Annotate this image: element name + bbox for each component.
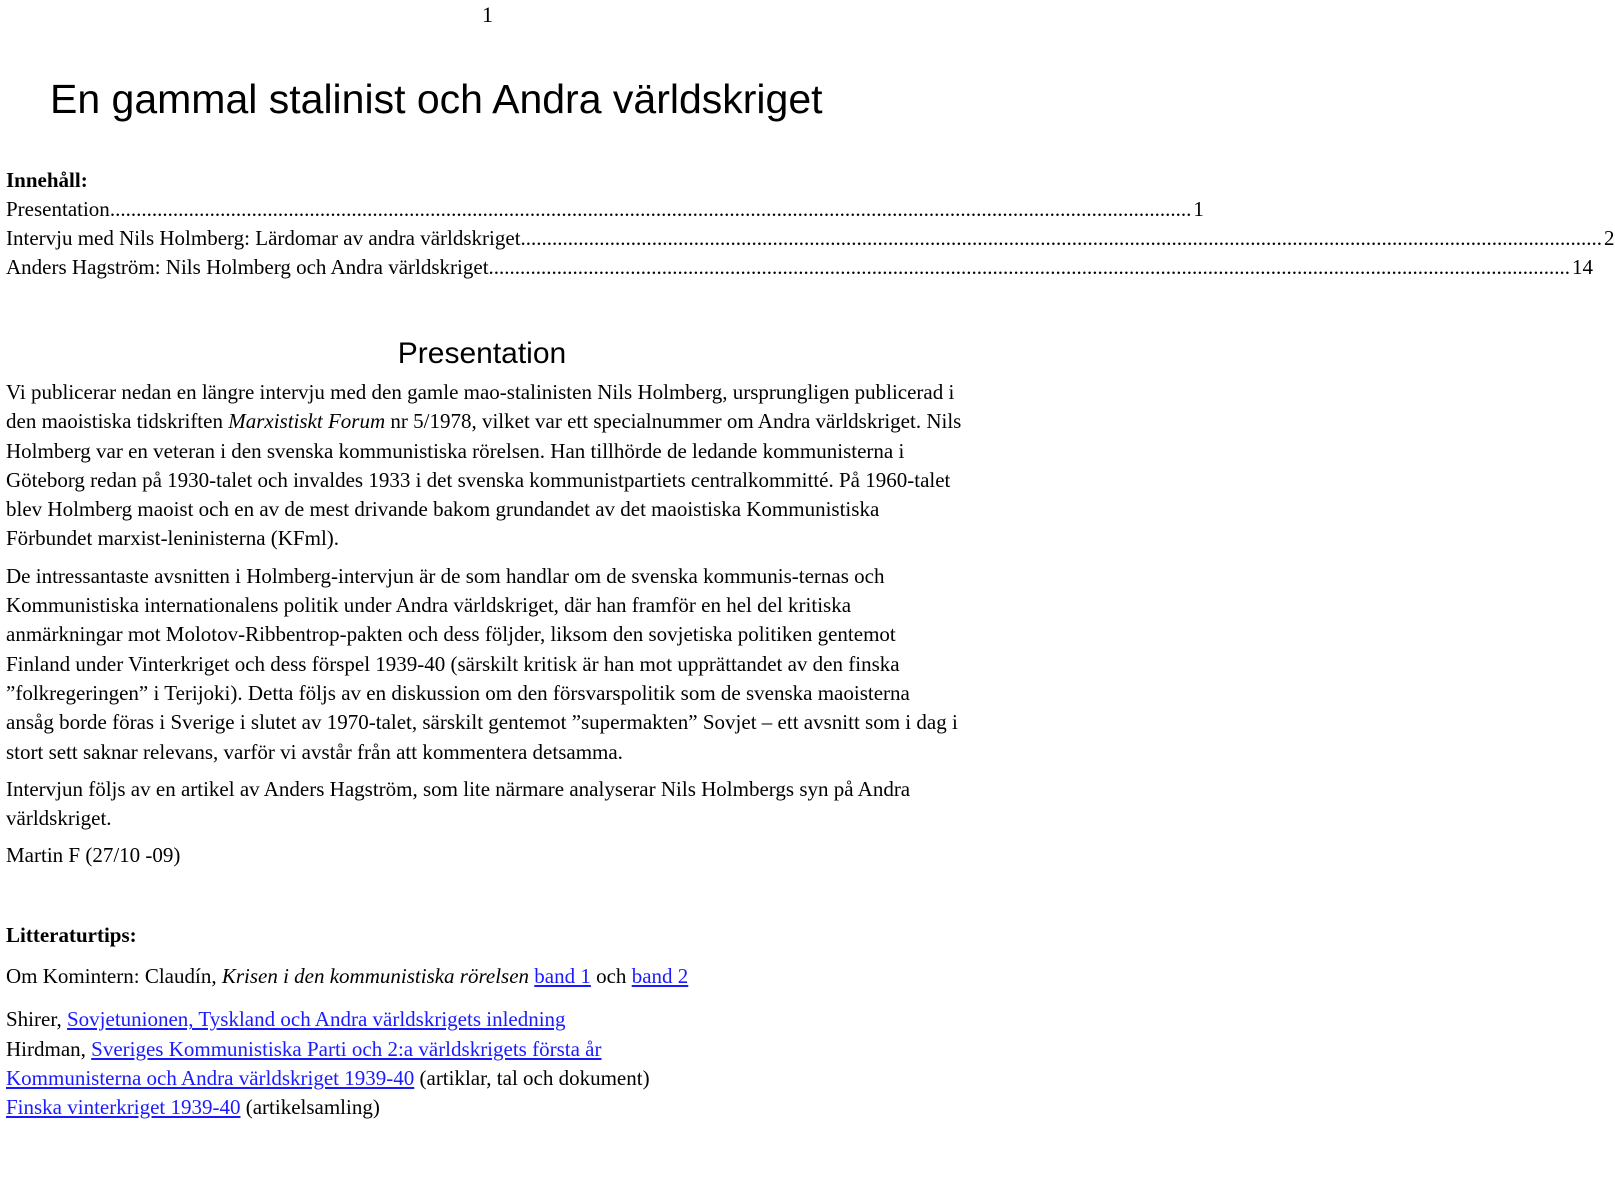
toc-leader-dots: .............................................................................................................................................................................................................. bbox=[520, 226, 1603, 250]
toc-entry-intervju[interactable] bbox=[6, 224, 1615, 253]
toc-entry-label: Intervju med Nils Holmberg: Lärdomar av andra världskriget bbox=[6, 226, 521, 250]
toc-leader-dots: .............................................................................................................................................................................................................. bbox=[109, 197, 1192, 221]
toc-leader-dots: .............................................................................................................................................................................................................. bbox=[488, 255, 1571, 279]
toc-entry-hagstrom[interactable] bbox=[6, 253, 1594, 282]
table-of-contents bbox=[6, 166, 1615, 282]
document-title: En gammal stalinist och Andra världskriget bbox=[50, 76, 823, 122]
link-band-2[interactable]: band 2 bbox=[631, 964, 689, 989]
toc-entry-page: 14 bbox=[1572, 255, 1594, 279]
source-shirer: Shirer, Sovjetunionen, Tyskland och Andra världskrigets inledning bbox=[6, 1007, 566, 1032]
link-shirer[interactable]: Sovjetunionen, Tyskland och Andra världskrigets inledning bbox=[66, 1007, 566, 1032]
toc-entry-label: Anders Hagström: Nils Holmberg och Andra världskriget bbox=[6, 255, 489, 279]
link-band-1[interactable]: band 1 bbox=[534, 964, 591, 989]
sources-list bbox=[6, 962, 962, 1122]
toc-entry-page: 2 bbox=[1604, 226, 1615, 250]
source-kommunisterna: Kommunisterna och Andra världskriget 1939-40 (artiklar, tal och dokument) bbox=[6, 1065, 650, 1090]
presentation-paragraph-2: De intressantaste avsnitten i Holmberg-intervjun är de som handlar om de svenska kommunis-ternas och Kommunistiska internationalens politik under Andra världskriget, där han framför en hel del kritiska anmärkningar mot Molotov-Ribbentrop-pakten och dess följder, liksom den sovjetiska politiken gentemot Finland under Vinterkriget och dess förspel 1939-40 (särskilt kritisk är han mot upprättandet av den finska ”folkregeringen” i Terijoki). Detta följs av en diskussion om den försvarspolitik som de svenska maoisterna ansåg borde föras i Sverige i slutet av 1970-talet, särskilt gentemot ”supermakten” Sovjet – ett avsnitt som i dag i stort sett saknar relevans, varför vi avstår från att kommentera detsamma. bbox=[6, 563, 958, 764]
signature: Martin F (27/10 -09) bbox=[6, 843, 181, 868]
sources-heading: Litteraturtips: bbox=[6, 922, 137, 947]
link-hirdman[interactable]: Sveriges Kommunistiska Parti och 2:a världskrigets första år bbox=[91, 1036, 602, 1061]
book-title: Krisen i den kommunistiska rörelsen bbox=[221, 964, 530, 989]
presentation-paragraph-3: Intervjun följs av en artikel av Anders Hagström, som lite närmare analyserar Nils Holmbergs syn på Andra världskriget. bbox=[6, 776, 911, 831]
journal-title: Marxistiskt Forum bbox=[228, 409, 386, 434]
presentation-paragraph-1: Vi publicerar nedan en längre intervju med den gamle mao-stalinisten Nils Holmberg, ursprungligen publicerad i den maoistiska tidskriften Marxistiskt Forum nr 5/1978, vilket var ett specialnummer om Andra världskriget. Nils Holmberg var en veteran i den svenska kommunistiska rörelsen. Han tillhörde de ledande kommunisterna i Göteborg redan på 1930-talet och invaldes 1933 i det svenska kommunistpartiets centralkommitté. På 1960-talet blev Holmberg maoist och en av de mest drivande bakom grundandet av det maoistiska Kommunistiska Förbundet marxist-leninisterna (KFml). bbox=[6, 380, 962, 551]
source-komintern: Om Komintern: Claudín, Krisen i den kommunistiska rörelsen band 1 och band 2 bbox=[6, 964, 689, 989]
toc-entry-label: Presentation bbox=[6, 197, 110, 221]
toc-entry-page: 1 bbox=[1193, 197, 1204, 221]
source-hirdman: Hirdman, Sveriges Kommunistiska Parti och 2:a världskrigets första år bbox=[6, 1036, 602, 1061]
page-number: 1 bbox=[482, 2, 493, 27]
toc-entry-presentation[interactable] bbox=[6, 195, 1204, 224]
section-heading-presentation: Presentation bbox=[397, 337, 567, 370]
link-kommunisterna[interactable]: Kommunisterna och Andra världskriget 1939-40 bbox=[6, 1065, 415, 1090]
link-finska-vinterkriget[interactable]: Finska vinterkriget 1939-40 bbox=[6, 1095, 241, 1120]
source-finska: Finska vinterkriget 1939-40 (artikelsamling) bbox=[6, 1095, 380, 1120]
toc-heading: Innehåll: bbox=[6, 168, 88, 192]
presentation-body bbox=[6, 378, 962, 1123]
